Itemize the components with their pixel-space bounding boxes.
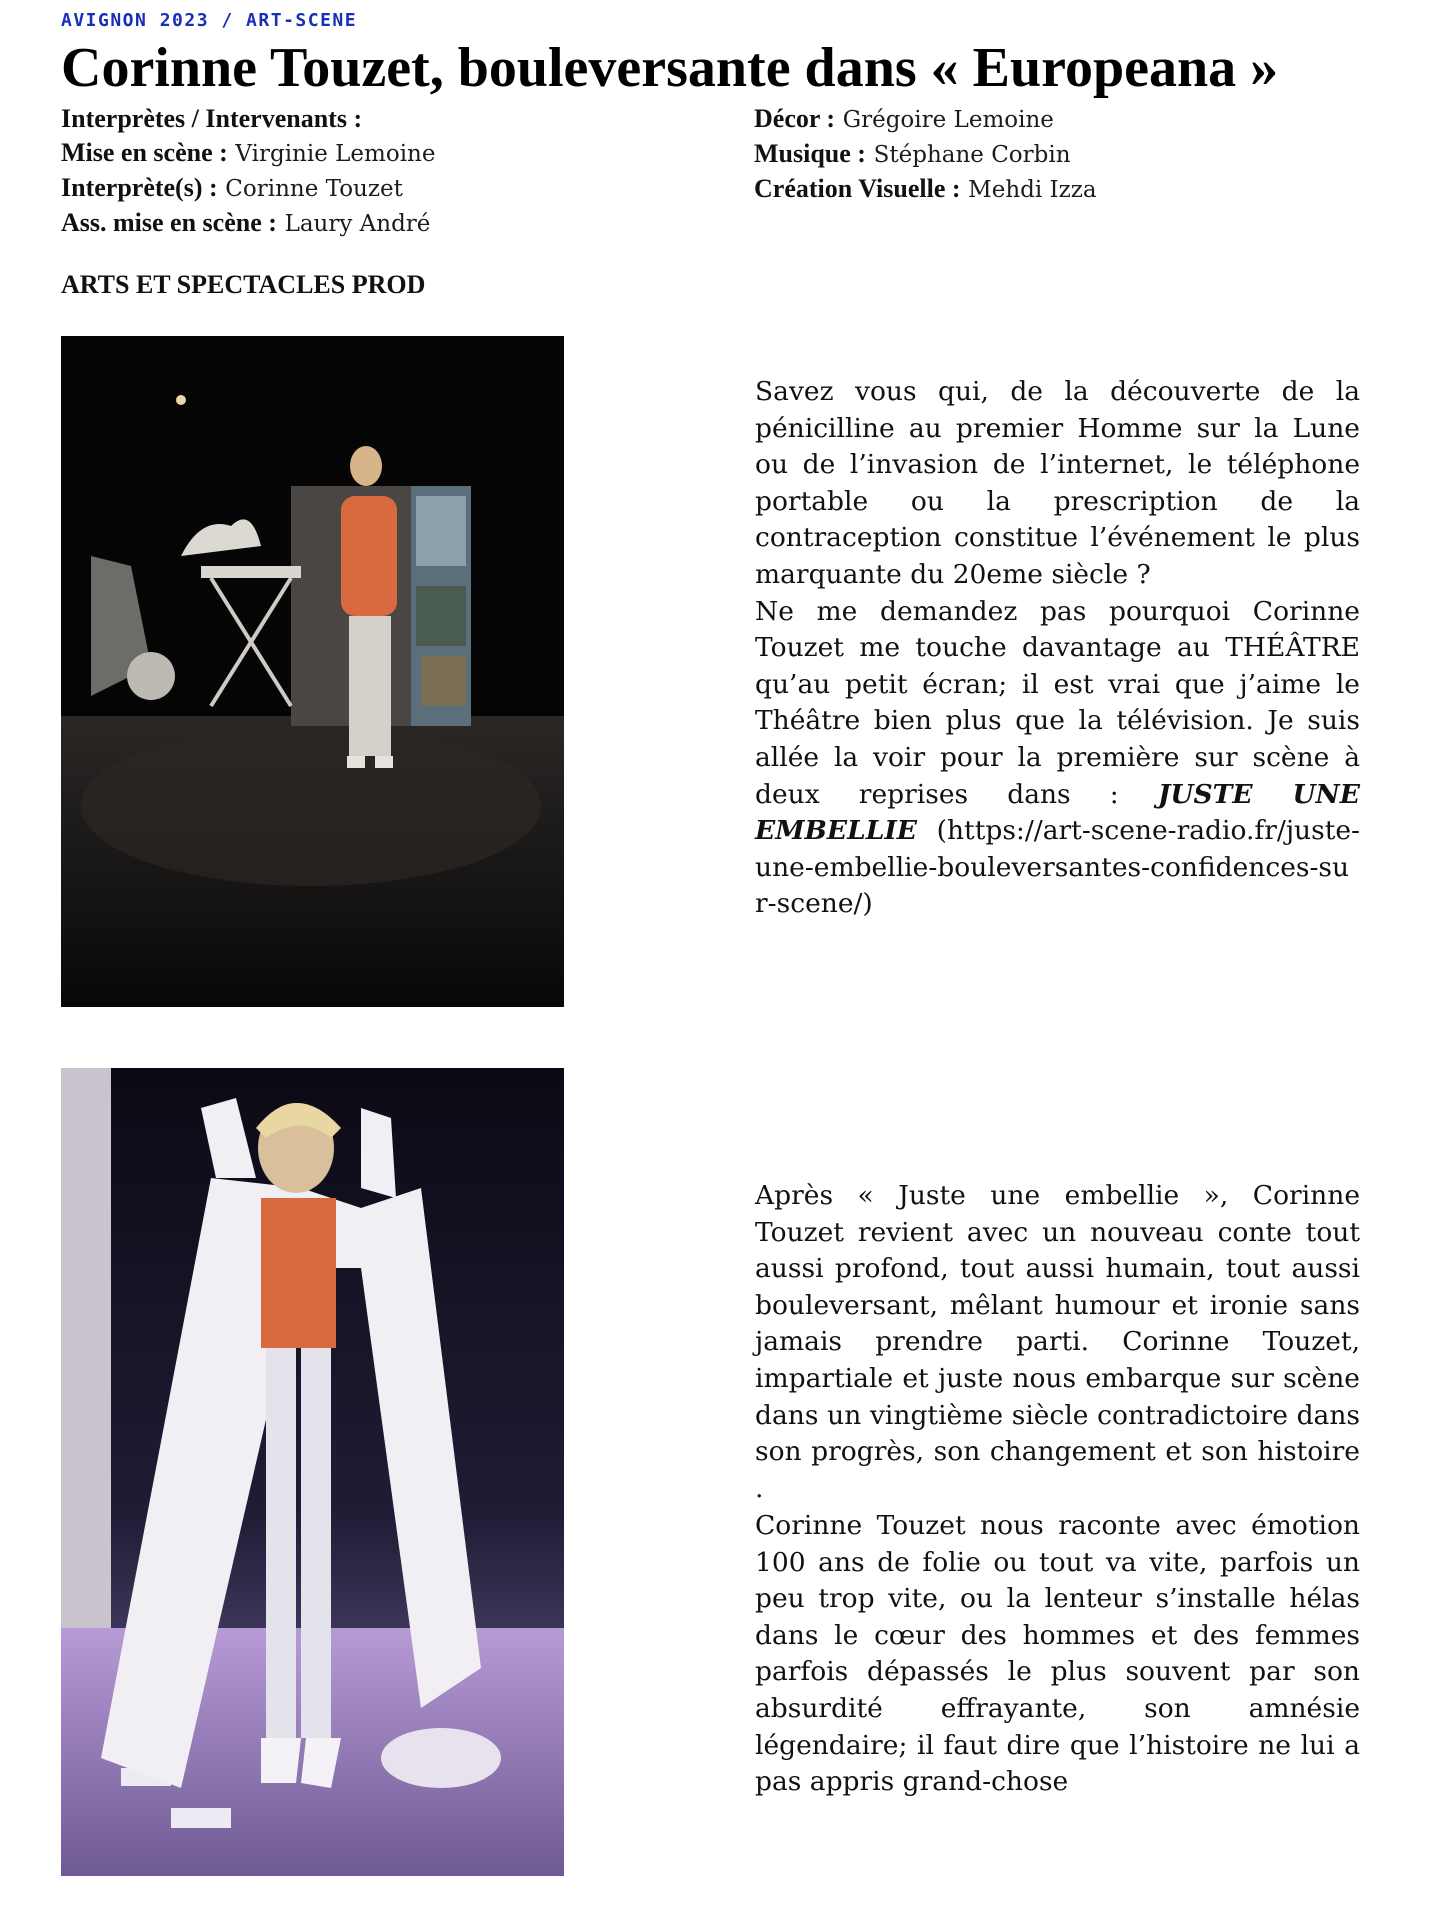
article-paragraph-3: Corinne Touzet nous raconte avec émotion 100 ans de folie ou tout va vite, parfois un peu trop vite, ou la lenteur s’installe hélas dans le cœur des hommes et des femmes parfois dépassés le plus souvent par son absurdité effrayante, son amnésie légendaire; il faut dire que l’histoire ne lui a pas appris grand-chose [755,1510,1360,1798]
credit-value: Grégoire Lemoine [842,107,1054,133]
credit-label: Interprètes / Intervenants : [61,104,363,133]
paragraph-text: Savez vous qui, de la découverte de la pénicilline au premier Homme sur la Lune ou de l’invasion de l’internet, le téléphone portable ou la prescription de la contraception constitue l’événement le plus marquante du 20eme siècle ? [755,376,1360,590]
article-paragraph-1 [755,374,1360,923]
credits-left [61,102,701,241]
credit-row [61,171,701,206]
article-title: Corinne Touzet, bouleversante dans « Europeana » [61,37,1279,99]
credit-value: Virginie Lemoine [235,141,436,167]
section-kicker: AVIGNON 2023 / ART-SCENE [61,10,358,31]
credit-row [754,102,1394,137]
stage-photo-2 [61,1068,564,1876]
credit-value: Laury André [284,211,431,237]
paragraph-text-before: Ne me demandez pas pourquoi Corinne Touzet me touche davantage au THÉÂTRE qu’au petit écran; il est vrai que j’aime le Théâtre bien plus que la télévision. Je suis allée la voir pour la première sur scène à deux reprises dans : [755,595,1360,810]
credits-right [754,102,1394,207]
credit-value: Corinne Touzet [225,176,403,202]
credit-value: Stéphane Corbin [873,142,1071,168]
credit-row [61,136,701,171]
credit-row [61,102,701,136]
paragraph-text-after: ( [917,815,947,847]
credit-label: Musique : [754,139,866,168]
credit-label: Interprète(s) : [61,173,218,202]
paragraph-text [755,594,1360,923]
show-title-emphasis: JUSTE UNE EMBELLIE [755,778,1360,847]
credit-label: Décor : [754,104,836,133]
credit-label: Ass. mise en scène : [61,208,277,237]
production-company: ARTS ET SPECTACLES PROD [61,270,426,299]
article-paragraph-2: Après « Juste une embellie », Corinne Touzet revient avec un nouveau conte tout aussi profond, tout aussi humain, tout aussi bouleversant, mêlant humour et ironie sans jamais prendre parti. Corinne Touzet, impartiale et juste nous embarque sur scène dans un vingtième siècle contradictoire dans son progrès, son changement et son histoire . [755,1180,1360,1504]
credit-row [754,172,1394,207]
credit-row [61,206,701,241]
credit-row [754,137,1394,172]
stage-photo-1 [61,336,564,1007]
credit-value: Mehdi Izza [968,177,1097,203]
credit-label: Mise en scène : [61,138,228,167]
article-link[interactable]: https://art-scene-radio.fr/juste-une-embellie-bouleversantes-confidences-sur-scene/) [755,815,1360,920]
credit-label: Création Visuelle : [754,174,961,203]
